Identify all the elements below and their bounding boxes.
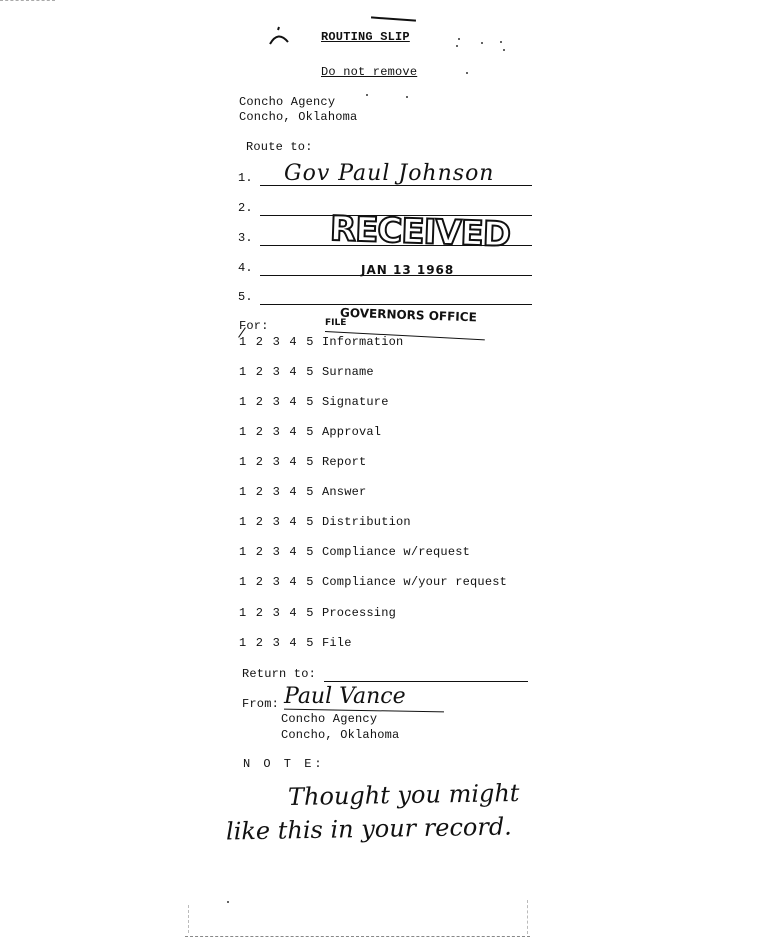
speck xyxy=(456,45,458,47)
for-row-numbers: 1 2 3 4 5 xyxy=(239,636,314,650)
from-address xyxy=(281,711,399,743)
for-row-numbers: 1 2 3 4 5 xyxy=(239,485,314,499)
note-label: N O T E: xyxy=(243,757,325,771)
scan-edge-mark xyxy=(185,936,530,937)
speck xyxy=(406,96,408,98)
route-row-number: 3. xyxy=(238,231,253,245)
speck xyxy=(481,42,483,44)
stamp-received-word: RECEIVED xyxy=(329,208,511,256)
from-agency-location: Concho, Oklahoma xyxy=(281,728,400,742)
for-label: For: xyxy=(239,319,269,333)
for-row-label: Compliance w/request xyxy=(322,545,471,559)
for-row-numbers: 1 2 3 4 5 xyxy=(239,395,314,409)
route-row-number: 4. xyxy=(238,261,253,275)
stamp-file-label: FILE xyxy=(325,318,347,328)
scan-edge-mark xyxy=(188,905,189,933)
agency-name: Concho Agency xyxy=(239,95,336,109)
return-to-label: Return to: xyxy=(242,667,317,681)
route-row-handwritten-entry: Gov Paul Johnson xyxy=(284,161,495,186)
speck xyxy=(466,72,468,74)
for-row-numbers: 1 2 3 4 5 xyxy=(239,545,314,559)
for-row-label: Compliance w/your request xyxy=(322,575,508,589)
for-row-label: File xyxy=(322,636,352,650)
agency-location: Concho, Oklahoma xyxy=(239,110,358,124)
received-stamp xyxy=(329,208,511,332)
title-pen-mark xyxy=(371,16,416,21)
for-row-numbers: 1 2 3 4 5 xyxy=(239,515,314,529)
stamp-office: GOVERNORS OFFICE xyxy=(339,305,478,325)
speck xyxy=(458,38,460,40)
for-row-label: Distribution xyxy=(322,515,411,529)
scan-edge-mark xyxy=(527,900,528,934)
for-row-numbers: 1 2 3 4 5 xyxy=(239,335,314,349)
speck xyxy=(227,901,229,903)
stamp-date: JAN 13 1968 xyxy=(361,263,455,277)
for-row-numbers: 1 2 3 4 5 xyxy=(239,425,314,439)
for-row-label: Surname xyxy=(322,365,374,379)
speck xyxy=(500,41,502,43)
speck xyxy=(503,49,505,51)
corner-mark xyxy=(268,26,290,48)
document-subtitle: Do not remove xyxy=(321,65,418,79)
for-row-label: Information xyxy=(322,335,404,349)
note-handwritten-line-1: Thought you might xyxy=(287,778,520,812)
for-row-label: Processing xyxy=(322,606,397,620)
document-title: ROUTING SLIP xyxy=(321,30,410,44)
for-row-numbers: 1 2 3 4 5 xyxy=(239,455,314,469)
scan-edge-mark xyxy=(0,0,55,1)
for-row-numbers: 1 2 3 4 5 xyxy=(239,575,314,589)
for-row-label: Report xyxy=(322,455,367,469)
route-to-label: Route to: xyxy=(246,140,313,154)
agency-address xyxy=(239,95,357,125)
speck xyxy=(366,94,368,96)
for-row-label: Answer xyxy=(322,485,367,499)
route-row-number: 1. xyxy=(238,171,253,185)
for-row-numbers: 1 2 3 4 5 xyxy=(239,606,314,620)
return-to-row xyxy=(242,667,542,681)
route-row-number: 5. xyxy=(238,290,253,304)
from-agency-name: Concho Agency xyxy=(281,712,378,726)
from-signature: Paul Vance xyxy=(284,684,406,709)
for-row-label: Signature xyxy=(322,395,389,409)
note-handwritten-line-2: like this in your record. xyxy=(225,812,513,846)
return-to-line xyxy=(324,681,528,682)
route-row-number: 2. xyxy=(238,201,253,215)
route-row-1 xyxy=(238,161,538,191)
for-row-label: Approval xyxy=(322,425,382,439)
from-label: From: xyxy=(242,697,280,711)
for-row-numbers: 1 2 3 4 5 xyxy=(239,365,314,379)
